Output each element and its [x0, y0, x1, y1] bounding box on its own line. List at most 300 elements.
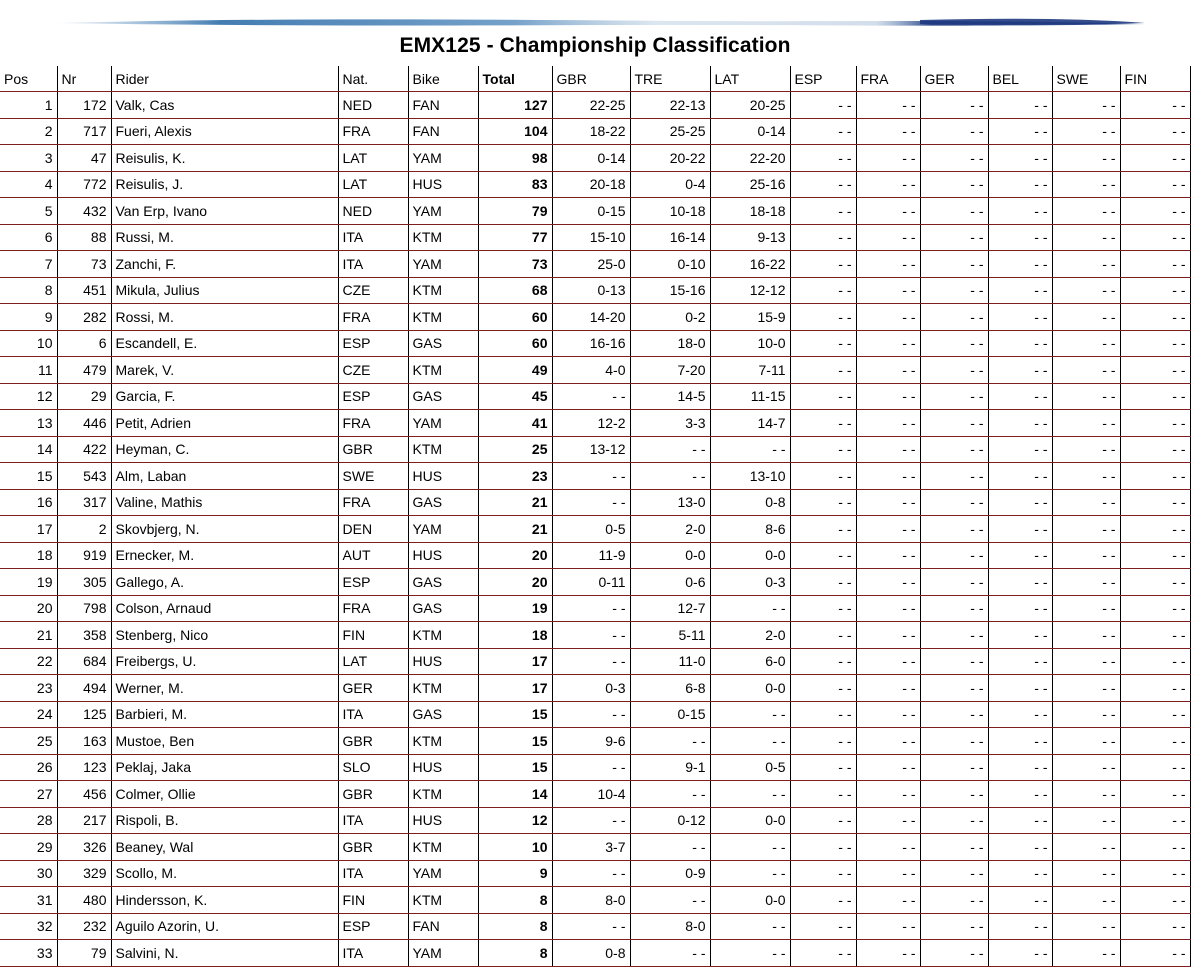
cell-fra: - - — [856, 595, 920, 622]
cell-total: 8 — [478, 940, 552, 967]
cell-total: 21 — [478, 489, 552, 516]
cell-gbr: 0-3 — [552, 675, 630, 702]
cell-ger: - - — [920, 516, 988, 543]
cell-fin: - - — [1120, 834, 1190, 861]
cell-fin: - - — [1120, 436, 1190, 463]
cell-nr: 73 — [57, 251, 111, 278]
cell-lat: 25-16 — [710, 171, 790, 198]
cell-ger: - - — [920, 887, 988, 914]
col-header-rider: Rider — [111, 66, 338, 92]
cell-lat: 0-5 — [710, 754, 790, 781]
cell-tre: 8-0 — [630, 913, 710, 940]
cell-tre: 0-2 — [630, 304, 710, 331]
cell-ger: - - — [920, 410, 988, 437]
cell-fra: - - — [856, 807, 920, 834]
table-row — [0, 92, 1190, 119]
cell-gbr: 10-4 — [552, 781, 630, 808]
cell-fra: - - — [856, 224, 920, 251]
cell-tre: - - — [630, 887, 710, 914]
cell-total: 45 — [478, 383, 552, 410]
table-row — [0, 834, 1190, 861]
cell-ger: - - — [920, 171, 988, 198]
cell-esp: - - — [790, 807, 856, 834]
cell-gbr: - - — [552, 754, 630, 781]
col-header-fin: FIN — [1120, 66, 1190, 92]
cell-nat: CZE — [338, 277, 408, 304]
cell-fra: - - — [856, 516, 920, 543]
cell-tre: 11-0 — [630, 648, 710, 675]
cell-pos: 30 — [0, 860, 57, 887]
cell-fra: - - — [856, 913, 920, 940]
cell-bel: - - — [988, 171, 1052, 198]
cell-pos: 6 — [0, 224, 57, 251]
table-row — [0, 383, 1190, 410]
cell-gbr: - - — [552, 807, 630, 834]
cell-pos: 26 — [0, 754, 57, 781]
cell-fin: - - — [1120, 463, 1190, 490]
cell-lat: 0-0 — [710, 542, 790, 569]
cell-swe: - - — [1052, 251, 1120, 278]
cell-total: 19 — [478, 595, 552, 622]
cell-fin: - - — [1120, 92, 1190, 119]
cell-nr: 772 — [57, 171, 111, 198]
cell-total: 41 — [478, 410, 552, 437]
cell-rider: Gallego, A. — [111, 569, 338, 596]
cell-fin: - - — [1120, 728, 1190, 755]
cell-pos: 32 — [0, 913, 57, 940]
cell-ger: - - — [920, 595, 988, 622]
cell-nat: LAT — [338, 145, 408, 172]
cell-tre: 0-10 — [630, 251, 710, 278]
cell-lat: 6-0 — [710, 648, 790, 675]
cell-ger: - - — [920, 198, 988, 225]
cell-ger: - - — [920, 622, 988, 649]
cell-pos: 1 — [0, 92, 57, 119]
cell-pos: 33 — [0, 940, 57, 967]
cell-fin: - - — [1120, 171, 1190, 198]
cell-tre: - - — [630, 728, 710, 755]
cell-esp: - - — [790, 622, 856, 649]
cell-rider: Aguilo Azorin, U. — [111, 913, 338, 940]
table-row — [0, 198, 1190, 225]
col-header-swe: SWE — [1052, 66, 1120, 92]
table-row — [0, 463, 1190, 490]
cell-rider: Ernecker, M. — [111, 542, 338, 569]
cell-bike: KTM — [408, 622, 478, 649]
cell-bike: HUS — [408, 754, 478, 781]
cell-nat: AUT — [338, 542, 408, 569]
col-header-total: Total — [478, 66, 552, 92]
cell-nat: CZE — [338, 357, 408, 384]
cell-bike: KTM — [408, 277, 478, 304]
cell-lat: - - — [710, 940, 790, 967]
cell-esp: - - — [790, 410, 856, 437]
cell-bel: - - — [988, 781, 1052, 808]
cell-nr: 326 — [57, 834, 111, 861]
table-row — [0, 807, 1190, 834]
cell-nr: 494 — [57, 675, 111, 702]
cell-total: 9 — [478, 860, 552, 887]
cell-tre: 15-16 — [630, 277, 710, 304]
cell-nat: GBR — [338, 728, 408, 755]
col-header-fra: FRA — [856, 66, 920, 92]
cell-bel: - - — [988, 92, 1052, 119]
table-row — [0, 436, 1190, 463]
cell-lat: - - — [710, 728, 790, 755]
col-header-nr: Nr — [57, 66, 111, 92]
cell-nr: 282 — [57, 304, 111, 331]
cell-fin: - - — [1120, 781, 1190, 808]
cell-fra: - - — [856, 463, 920, 490]
cell-bel: - - — [988, 701, 1052, 728]
col-header-nat: Nat. — [338, 66, 408, 92]
cell-fra: - - — [856, 118, 920, 145]
cell-rider: Freibergs, U. — [111, 648, 338, 675]
cell-bike: KTM — [408, 781, 478, 808]
cell-rider: Stenberg, Nico — [111, 622, 338, 649]
cell-pos: 11 — [0, 357, 57, 384]
cell-ger: - - — [920, 834, 988, 861]
cell-nr: 232 — [57, 913, 111, 940]
cell-esp: - - — [790, 940, 856, 967]
cell-total: 79 — [478, 198, 552, 225]
cell-rider: Mikula, Julius — [111, 277, 338, 304]
cell-tre: 25-25 — [630, 118, 710, 145]
cell-bel: - - — [988, 860, 1052, 887]
cell-nat: ITA — [338, 251, 408, 278]
cell-esp: - - — [790, 648, 856, 675]
cell-pos: 14 — [0, 436, 57, 463]
cell-bike: YAM — [408, 516, 478, 543]
col-header-bike: Bike — [408, 66, 478, 92]
cell-nr: 422 — [57, 436, 111, 463]
cell-tre: 22-13 — [630, 92, 710, 119]
cell-fin: - - — [1120, 595, 1190, 622]
table-row — [0, 913, 1190, 940]
cell-lat: 10-0 — [710, 330, 790, 357]
cell-total: 15 — [478, 701, 552, 728]
cell-pos: 20 — [0, 595, 57, 622]
table-row — [0, 145, 1190, 172]
cell-nr: 305 — [57, 569, 111, 596]
cell-nat: ITA — [338, 224, 408, 251]
cell-tre: - - — [630, 940, 710, 967]
cell-bel: - - — [988, 357, 1052, 384]
cell-tre: 2-0 — [630, 516, 710, 543]
table-row — [0, 304, 1190, 331]
cell-ger: - - — [920, 754, 988, 781]
cell-total: 68 — [478, 277, 552, 304]
cell-swe: - - — [1052, 887, 1120, 914]
cell-total: 83 — [478, 171, 552, 198]
cell-swe: - - — [1052, 834, 1120, 861]
cell-fin: - - — [1120, 860, 1190, 887]
cell-bike: GAS — [408, 701, 478, 728]
cell-pos: 5 — [0, 198, 57, 225]
cell-tre: 6-8 — [630, 675, 710, 702]
cell-rider: Beaney, Wal — [111, 834, 338, 861]
cell-pos: 3 — [0, 145, 57, 172]
cell-ger: - - — [920, 542, 988, 569]
cell-bel: - - — [988, 675, 1052, 702]
cell-swe: - - — [1052, 622, 1120, 649]
cell-swe: - - — [1052, 569, 1120, 596]
col-header-lat: LAT — [710, 66, 790, 92]
cell-esp: - - — [790, 304, 856, 331]
cell-tre: 0-6 — [630, 569, 710, 596]
cell-lat: 2-0 — [710, 622, 790, 649]
cell-esp: - - — [790, 224, 856, 251]
cell-esp: - - — [790, 781, 856, 808]
cell-gbr: 13-12 — [552, 436, 630, 463]
cell-swe: - - — [1052, 675, 1120, 702]
cell-lat: 0-14 — [710, 118, 790, 145]
cell-rider: Scollo, M. — [111, 860, 338, 887]
cell-rider: Reisulis, K. — [111, 145, 338, 172]
cell-total: 49 — [478, 357, 552, 384]
cell-pos: 2 — [0, 118, 57, 145]
cell-gbr: 0-13 — [552, 277, 630, 304]
cell-rider: Skovbjerg, N. — [111, 516, 338, 543]
cell-bel: - - — [988, 224, 1052, 251]
table-row — [0, 410, 1190, 437]
cell-bel: - - — [988, 622, 1052, 649]
cell-rider: Van Erp, Ivano — [111, 198, 338, 225]
cell-lat: - - — [710, 860, 790, 887]
cell-rider: Werner, M. — [111, 675, 338, 702]
table-row — [0, 330, 1190, 357]
cell-esp: - - — [790, 834, 856, 861]
cell-rider: Reisulis, J. — [111, 171, 338, 198]
cell-pos: 13 — [0, 410, 57, 437]
cell-bike: KTM — [408, 834, 478, 861]
cell-bike: KTM — [408, 304, 478, 331]
table-row — [0, 569, 1190, 596]
cell-total: 21 — [478, 516, 552, 543]
cell-gbr: - - — [552, 860, 630, 887]
cell-fra: - - — [856, 330, 920, 357]
cell-gbr: 11-9 — [552, 542, 630, 569]
cell-fin: - - — [1120, 622, 1190, 649]
cell-gbr: 20-18 — [552, 171, 630, 198]
cell-gbr: 22-25 — [552, 92, 630, 119]
cell-tre: - - — [630, 834, 710, 861]
cell-nat: FRA — [338, 118, 408, 145]
cell-bel: - - — [988, 648, 1052, 675]
cell-nr: 217 — [57, 807, 111, 834]
cell-bike: KTM — [408, 675, 478, 702]
cell-gbr: - - — [552, 648, 630, 675]
cell-tre: 7-20 — [630, 357, 710, 384]
cell-ger: - - — [920, 277, 988, 304]
cell-bel: - - — [988, 463, 1052, 490]
cell-fra: - - — [856, 887, 920, 914]
cell-ger: - - — [920, 569, 988, 596]
table-row — [0, 251, 1190, 278]
cell-esp: - - — [790, 516, 856, 543]
cell-swe: - - — [1052, 463, 1120, 490]
cell-bike: YAM — [408, 940, 478, 967]
cell-pos: 15 — [0, 463, 57, 490]
cell-fra: - - — [856, 940, 920, 967]
cell-bike: KTM — [408, 436, 478, 463]
cell-bel: - - — [988, 913, 1052, 940]
cell-pos: 17 — [0, 516, 57, 543]
cell-tre: - - — [630, 781, 710, 808]
cell-rider: Peklaj, Jaka — [111, 754, 338, 781]
col-header-esp: ESP — [790, 66, 856, 92]
cell-nr: 329 — [57, 860, 111, 887]
cell-lat: - - — [710, 834, 790, 861]
table-row — [0, 648, 1190, 675]
cell-tre: 16-14 — [630, 224, 710, 251]
cell-gbr: - - — [552, 463, 630, 490]
cell-bike: GAS — [408, 489, 478, 516]
cell-fin: - - — [1120, 330, 1190, 357]
col-header-bel: BEL — [988, 66, 1052, 92]
cell-bel: - - — [988, 145, 1052, 172]
cell-bel: - - — [988, 516, 1052, 543]
cell-gbr: 8-0 — [552, 887, 630, 914]
cell-lat: - - — [710, 781, 790, 808]
cell-fin: - - — [1120, 489, 1190, 516]
table-row — [0, 675, 1190, 702]
cell-ger: - - — [920, 913, 988, 940]
cell-total: 12 — [478, 807, 552, 834]
cell-rider: Colson, Arnaud — [111, 595, 338, 622]
cell-bel: - - — [988, 383, 1052, 410]
cell-rider: Escandell, E. — [111, 330, 338, 357]
cell-fin: - - — [1120, 383, 1190, 410]
cell-total: 98 — [478, 145, 552, 172]
cell-bel: - - — [988, 198, 1052, 225]
cell-total: 127 — [478, 92, 552, 119]
cell-fin: - - — [1120, 118, 1190, 145]
cell-pos: 12 — [0, 383, 57, 410]
table-row — [0, 171, 1190, 198]
cell-nat: ITA — [338, 860, 408, 887]
cell-swe: - - — [1052, 277, 1120, 304]
cell-rider: Garcia, F. — [111, 383, 338, 410]
cell-fin: - - — [1120, 569, 1190, 596]
cell-gbr: - - — [552, 622, 630, 649]
cell-fin: - - — [1120, 357, 1190, 384]
cell-nat: FRA — [338, 489, 408, 516]
classification-rows — [0, 92, 1190, 967]
cell-bike: HUS — [408, 807, 478, 834]
cell-gbr: 0-8 — [552, 940, 630, 967]
cell-esp: - - — [790, 92, 856, 119]
cell-bike: KTM — [408, 357, 478, 384]
cell-nat: NED — [338, 198, 408, 225]
cell-fra: - - — [856, 781, 920, 808]
cell-tre: 18-0 — [630, 330, 710, 357]
cell-gbr: 15-10 — [552, 224, 630, 251]
cell-pos: 27 — [0, 781, 57, 808]
table-row — [0, 118, 1190, 145]
cell-rider: Heyman, C. — [111, 436, 338, 463]
cell-esp: - - — [790, 251, 856, 278]
cell-nr: 123 — [57, 754, 111, 781]
cell-fra: - - — [856, 569, 920, 596]
cell-swe: - - — [1052, 436, 1120, 463]
cell-fra: - - — [856, 251, 920, 278]
cell-total: 15 — [478, 754, 552, 781]
cell-fra: - - — [856, 542, 920, 569]
cell-bel: - - — [988, 304, 1052, 331]
cell-rider: Mustoe, Ben — [111, 728, 338, 755]
cell-swe: - - — [1052, 118, 1120, 145]
cell-rider: Fueri, Alexis — [111, 118, 338, 145]
cell-ger: - - — [920, 728, 988, 755]
cell-rider: Barbieri, M. — [111, 701, 338, 728]
cell-bike: HUS — [408, 463, 478, 490]
cell-nat: FRA — [338, 304, 408, 331]
cell-pos: 10 — [0, 330, 57, 357]
table-row — [0, 940, 1190, 967]
cell-tre: 13-0 — [630, 489, 710, 516]
cell-esp: - - — [790, 489, 856, 516]
cell-nat: DEN — [338, 516, 408, 543]
cell-pos: 25 — [0, 728, 57, 755]
table-row — [0, 595, 1190, 622]
cell-bike: KTM — [408, 224, 478, 251]
cell-esp: - - — [790, 542, 856, 569]
cell-ger: - - — [920, 436, 988, 463]
cell-lat: 0-0 — [710, 807, 790, 834]
table-row — [0, 728, 1190, 755]
table-row — [0, 277, 1190, 304]
cell-lat: - - — [710, 595, 790, 622]
cell-gbr: 0-11 — [552, 569, 630, 596]
cell-tre: 5-11 — [630, 622, 710, 649]
cell-pos: 18 — [0, 542, 57, 569]
cell-tre: 14-5 — [630, 383, 710, 410]
table-row — [0, 701, 1190, 728]
cell-bel: - - — [988, 595, 1052, 622]
cell-ger: - - — [920, 145, 988, 172]
cell-bike: GAS — [408, 595, 478, 622]
cell-nat: ITA — [338, 940, 408, 967]
cell-total: 60 — [478, 304, 552, 331]
cell-fin: - - — [1120, 145, 1190, 172]
cell-nr: 456 — [57, 781, 111, 808]
cell-pos: 22 — [0, 648, 57, 675]
cell-nr: 717 — [57, 118, 111, 145]
cell-fra: - - — [856, 436, 920, 463]
table-row — [0, 887, 1190, 914]
cell-bel: - - — [988, 807, 1052, 834]
cell-esp: - - — [790, 675, 856, 702]
cell-tre: 9-1 — [630, 754, 710, 781]
cell-fra: - - — [856, 145, 920, 172]
cell-swe: - - — [1052, 383, 1120, 410]
cell-esp: - - — [790, 860, 856, 887]
table-row — [0, 357, 1190, 384]
col-header-ger: GER — [920, 66, 988, 92]
cell-lat: 0-3 — [710, 569, 790, 596]
cell-total: 8 — [478, 913, 552, 940]
cell-nr: 172 — [57, 92, 111, 119]
col-header-tre: TRE — [630, 66, 710, 92]
cell-esp: - - — [790, 330, 856, 357]
cell-bel: - - — [988, 277, 1052, 304]
cell-bel: - - — [988, 834, 1052, 861]
cell-tre: - - — [630, 436, 710, 463]
cell-swe: - - — [1052, 489, 1120, 516]
cell-nr: 919 — [57, 542, 111, 569]
cell-bel: - - — [988, 754, 1052, 781]
